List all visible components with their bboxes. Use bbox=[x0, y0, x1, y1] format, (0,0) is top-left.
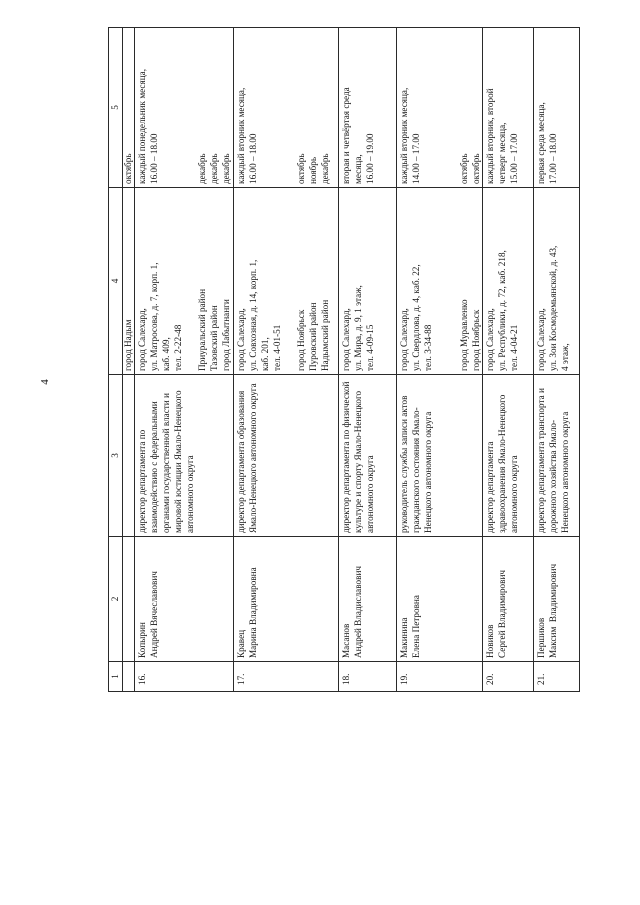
address-line: тел. 4-04-21 bbox=[509, 324, 519, 371]
row-number: 18. bbox=[341, 673, 351, 685]
row-number: 17. bbox=[236, 673, 246, 685]
position-line: дорожного хозяйства Ямало- bbox=[548, 419, 558, 533]
cell-position bbox=[483, 375, 534, 537]
schedule-line: каждый понедельник месяца, bbox=[137, 68, 147, 184]
row-number: 16. bbox=[137, 673, 147, 685]
header-row bbox=[109, 28, 123, 692]
address-line: ул. Матросова, д. 7, корп. 1, bbox=[149, 262, 159, 371]
visit-place: город Муравленко bbox=[459, 299, 469, 371]
cell-schedule bbox=[234, 28, 339, 188]
address-line: 4 этаж, bbox=[560, 343, 570, 371]
column-number-header: 2 bbox=[109, 537, 123, 662]
visit-places bbox=[295, 189, 331, 371]
page-number: 4 bbox=[39, 379, 51, 385]
address-line: ул. Республики, д. 72, каб. 218, bbox=[497, 250, 507, 371]
position-line: автономного округа bbox=[365, 455, 375, 533]
column-number-header: 3 bbox=[109, 375, 123, 537]
table-row bbox=[135, 28, 234, 692]
position-line: автономного округа bbox=[185, 455, 195, 533]
position-line: директор департамента транспорта и bbox=[536, 388, 546, 533]
position-line: директор департамента по bbox=[137, 429, 147, 533]
table-row bbox=[534, 28, 580, 692]
cell-position bbox=[534, 375, 580, 537]
position-line: директор департамента образования bbox=[236, 390, 246, 533]
visit-place: Тазовский район bbox=[209, 305, 219, 371]
address-line: город Салехард, bbox=[137, 308, 147, 371]
person-surname: Масанов bbox=[341, 623, 351, 658]
row-number: 19. bbox=[399, 673, 409, 685]
cell-schedule bbox=[483, 28, 534, 188]
person-given-names: Андрей Вячеславович bbox=[149, 571, 159, 658]
position-line: директор департамента bbox=[485, 441, 495, 533]
person-given-names: Сергей Владимирович bbox=[497, 569, 507, 658]
cell-schedule bbox=[123, 28, 135, 188]
cell-schedule bbox=[339, 28, 397, 188]
row-number: 20. bbox=[485, 673, 495, 685]
address-line: тел. 4-01-51 bbox=[272, 324, 282, 371]
cell-schedule bbox=[534, 28, 580, 188]
cell-name bbox=[339, 537, 397, 662]
row-number: 21. bbox=[536, 673, 546, 685]
visit-place: город Ноябрьск bbox=[296, 309, 306, 371]
address-line: тел. 4-09-15 bbox=[365, 324, 375, 371]
schedule-line: каждый вторник месяца, bbox=[399, 87, 409, 184]
visit-places bbox=[458, 189, 482, 371]
position-line: здравоохранения Ямало-Ненецкого bbox=[497, 394, 507, 533]
schedule-line: первая среда месяца, bbox=[536, 102, 546, 184]
table-row bbox=[483, 28, 534, 692]
cell-position bbox=[123, 375, 135, 537]
person-surname: Копырин bbox=[137, 622, 147, 658]
address-line: ул. Совхозная, д. 14, корп. 1, bbox=[248, 259, 258, 371]
schedule-line: вторая и четвёртая среда bbox=[341, 87, 351, 184]
person-given-names: Максим Владимирович bbox=[548, 563, 558, 658]
column-number-header: 5 bbox=[109, 28, 123, 188]
position-line: руководитель службы записи актов bbox=[399, 395, 409, 533]
visit-places bbox=[196, 189, 232, 371]
person-surname: Першиков bbox=[536, 617, 546, 658]
cell-position bbox=[234, 375, 339, 537]
cell-name bbox=[234, 537, 339, 662]
cell-number bbox=[123, 662, 135, 692]
visit-month: декабрь bbox=[197, 153, 207, 184]
cell-number bbox=[339, 662, 397, 692]
visit-month: октябрь bbox=[471, 153, 481, 184]
schedule-line: 16.00 – 19.00 bbox=[365, 133, 375, 184]
visit-place: город Ноябрьск bbox=[471, 309, 481, 371]
person-surname: Новиков bbox=[485, 624, 495, 658]
cell-number bbox=[234, 662, 339, 692]
position-line: мировой юстиции Ямало-Ненецкого bbox=[173, 390, 183, 533]
position-line: взаимодействию с федеральными bbox=[149, 401, 159, 533]
schedule-line: 16.00 – 18.00 bbox=[248, 133, 258, 184]
visit-place: Надымский район bbox=[320, 299, 330, 371]
cell-name bbox=[483, 537, 534, 662]
schedule-line: каждый вторник, второй bbox=[485, 88, 495, 184]
address-line: ул. Зои Космодемьянской, д. 43, bbox=[548, 245, 558, 371]
position-line: Ненецкого автономного округа bbox=[560, 411, 570, 533]
visit-month: октябрь bbox=[459, 153, 469, 184]
position-line: автономного округа bbox=[509, 455, 519, 533]
address-line: город Салехард, bbox=[341, 308, 351, 371]
cell-position bbox=[339, 375, 397, 537]
table-row bbox=[397, 28, 483, 692]
column-number-header: 1 bbox=[109, 662, 123, 692]
cell-number bbox=[135, 662, 234, 692]
visit-place: город Надым bbox=[123, 319, 133, 371]
person-given-names: Андрей Владиславович bbox=[353, 566, 363, 658]
address-line: город Салехард, bbox=[485, 308, 495, 371]
address-line: город Салехард, bbox=[399, 308, 409, 371]
address-line: город Салехард, bbox=[236, 308, 246, 371]
reception-schedule-table bbox=[108, 27, 580, 692]
visit-months bbox=[295, 29, 331, 184]
table-rotated-wrapper bbox=[108, 28, 570, 692]
address-line: город Салехард, bbox=[536, 308, 546, 371]
address-line: тел. 3-34-88 bbox=[423, 324, 433, 371]
schedule-line: месяца, bbox=[353, 154, 363, 184]
visit-months bbox=[458, 29, 482, 184]
cell-position bbox=[397, 375, 483, 537]
schedule-line: четверг месяца, bbox=[497, 122, 507, 184]
address-line: каб. 201, bbox=[260, 337, 270, 371]
visit-month: декабрь bbox=[320, 153, 330, 184]
position-line: культуре и спорту Ямало-Ненецкого bbox=[353, 390, 363, 533]
person-surname: Макинина bbox=[399, 617, 409, 658]
cell-address bbox=[483, 188, 534, 375]
position-line: Ненецкого автономного округа bbox=[423, 411, 433, 533]
schedule-line: 15.00 – 17.00 bbox=[509, 133, 519, 184]
address-line: тел. 2-22-48 bbox=[173, 324, 183, 371]
address-line: ул. Мира, д. 9, 1 этаж, bbox=[353, 285, 363, 371]
position-line: гражданского состояния Ямало- bbox=[411, 407, 421, 533]
visit-month: ноябрь bbox=[308, 156, 318, 184]
cell-name bbox=[123, 537, 135, 662]
person-given-names: Елена Петровна bbox=[411, 595, 421, 658]
cell-name bbox=[135, 537, 234, 662]
table-row bbox=[234, 28, 339, 692]
schedule-line: 14.00 – 17.00 bbox=[411, 133, 421, 184]
schedule-line: каждый вторник месяца, bbox=[236, 87, 246, 184]
address-line: ул. Свердлова, д. 4, каб. 22, bbox=[411, 264, 421, 371]
cell-address bbox=[234, 188, 339, 375]
cell-number bbox=[534, 662, 580, 692]
person-given-names: Марина Владимировна bbox=[248, 567, 258, 658]
cell-address bbox=[397, 188, 483, 375]
cell-schedule bbox=[397, 28, 483, 188]
person-surname: Кравец bbox=[236, 629, 246, 658]
position-line: Ямало-Ненецкого автономного округа bbox=[248, 383, 258, 533]
cell-address bbox=[339, 188, 397, 375]
cell-address bbox=[534, 188, 580, 375]
position-line: директор департамента по физической bbox=[341, 381, 351, 533]
column-number-header: 4 bbox=[109, 188, 123, 375]
schedule-line: 17.00 – 18.00 bbox=[548, 133, 558, 184]
cell-address bbox=[135, 188, 234, 375]
continuation-row bbox=[123, 28, 135, 692]
cell-address bbox=[123, 188, 135, 375]
visit-place: Приуральский район bbox=[197, 288, 207, 371]
cell-position bbox=[135, 375, 234, 537]
cell-number bbox=[397, 662, 483, 692]
visit-month: октябрь bbox=[123, 153, 133, 184]
cell-schedule bbox=[135, 28, 234, 188]
visit-place: город Лабытнанги bbox=[221, 299, 231, 371]
cell-name bbox=[397, 537, 483, 662]
cell-name bbox=[534, 537, 580, 662]
schedule-line: 16.00 – 18.00 bbox=[149, 133, 159, 184]
visit-month: декабрь bbox=[221, 153, 231, 184]
visit-month: декабрь bbox=[209, 153, 219, 184]
table-row bbox=[339, 28, 397, 692]
position-line: органами государственной власти и bbox=[161, 393, 171, 533]
visit-months bbox=[196, 29, 232, 184]
cell-number bbox=[483, 662, 534, 692]
visit-place: Пуровский район bbox=[308, 302, 318, 371]
address-line: каб. 409, bbox=[161, 337, 171, 371]
visit-month: октябрь bbox=[296, 153, 306, 184]
